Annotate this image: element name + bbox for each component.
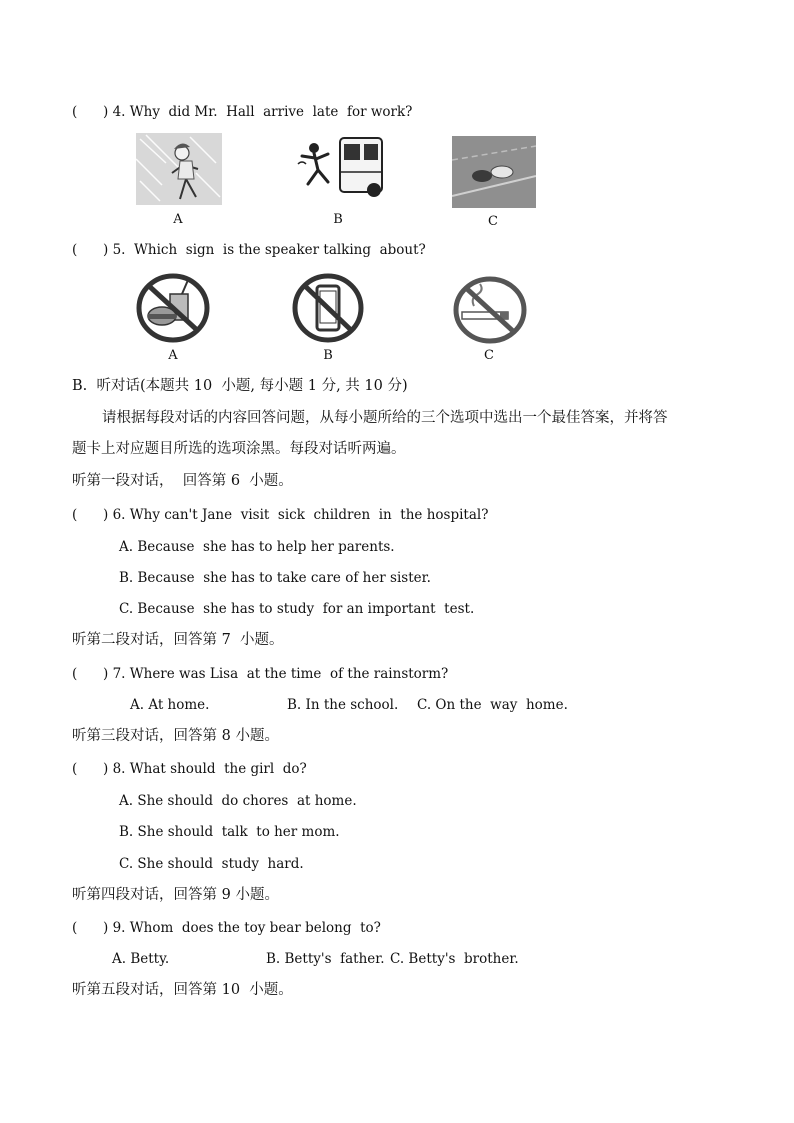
option-letter: C bbox=[488, 214, 498, 229]
man-chasing-bus-picture bbox=[296, 136, 384, 198]
question-text: 9. Whom does the toy bear belong to? bbox=[112, 920, 381, 936]
option-c[interactable]: C. She should study hard. bbox=[119, 856, 304, 872]
question-8 bbox=[72, 761, 307, 777]
dialogue-intro: 听第三段对话，回答第 8 小题。 bbox=[72, 728, 279, 744]
no-food-sign-icon bbox=[134, 272, 212, 344]
option-a[interactable]: A. Because she has to help her parents. bbox=[119, 539, 395, 555]
question-5 bbox=[72, 242, 426, 258]
answer-blank[interactable]: ( ) bbox=[72, 666, 109, 682]
section-b-instruction: 请根据每段对话的内容回答问题，从每小题所给的三个选项中选出一个最佳答案，并将答 bbox=[102, 410, 668, 426]
answer-blank[interactable]: ( ) bbox=[72, 920, 109, 936]
option-c[interactable]: C. Because she has to study for an important test. bbox=[119, 601, 475, 617]
question-7 bbox=[72, 666, 448, 682]
answer-blank[interactable]: ( ) bbox=[72, 104, 109, 120]
no-phone-sign-icon bbox=[290, 272, 366, 344]
option-a[interactable]: A. She should do chores at home. bbox=[119, 793, 357, 809]
option-a[interactable]: A. Betty. bbox=[112, 951, 170, 967]
option-c[interactable]: C. On the way home. bbox=[417, 697, 568, 713]
answer-blank[interactable]: ( ) bbox=[72, 507, 109, 523]
dialogue-intro: 听第四段对话，回答第 9 小题。 bbox=[72, 887, 279, 903]
running-man-rain-picture bbox=[136, 133, 222, 205]
question-text: 8. What should the girl do? bbox=[112, 761, 307, 777]
option-letter: B bbox=[323, 348, 333, 363]
option-letter: A bbox=[168, 348, 178, 363]
section-b-heading: B. 听对话(本题共 10 小题, 每小题 1 分, 共 10 分) bbox=[72, 378, 408, 394]
question-6 bbox=[72, 507, 488, 523]
question-4 bbox=[72, 104, 412, 120]
car-accident-road-picture bbox=[452, 136, 536, 208]
dialogue-intro: 听第五段对话，回答第 10 小题。 bbox=[72, 982, 293, 998]
option-b[interactable]: B. In the school. bbox=[287, 697, 399, 713]
section-b-instruction: 题卡上对应题目所选的选项涂黑。每段对话听两遍。 bbox=[72, 441, 406, 457]
question-text: 5. Which sign is the speaker talking about? bbox=[112, 242, 426, 258]
option-a[interactable]: A. At home. bbox=[130, 697, 210, 713]
option-letter: B bbox=[333, 212, 343, 227]
option-letter: A bbox=[173, 212, 183, 227]
question-text: 7. Where was Lisa at the time of the rainstorm? bbox=[112, 666, 449, 682]
dialogue-intro: 听第一段对话， 回答第 6 小题。 bbox=[72, 473, 293, 489]
option-b[interactable]: B. Because she has to take care of her sister. bbox=[119, 570, 431, 586]
option-letter: C bbox=[484, 348, 494, 363]
option-b[interactable]: B. Betty's father. bbox=[266, 951, 385, 967]
dialogue-intro: 听第二段对话，回答第 7 小题。 bbox=[72, 632, 284, 648]
answer-blank[interactable]: ( ) bbox=[72, 761, 109, 777]
question-text: 6. Why can't Jane visit sick children in the hospital? bbox=[112, 507, 489, 523]
no-smoking-sign-icon bbox=[452, 276, 528, 344]
question-9 bbox=[72, 920, 381, 936]
answer-blank[interactable]: ( ) bbox=[72, 242, 109, 258]
option-b[interactable]: B. She should talk to her mom. bbox=[119, 824, 340, 840]
question-text: 4. Why did Mr. Hall arrive late for work? bbox=[112, 104, 413, 120]
option-c[interactable]: C. Betty's brother. bbox=[390, 951, 519, 967]
